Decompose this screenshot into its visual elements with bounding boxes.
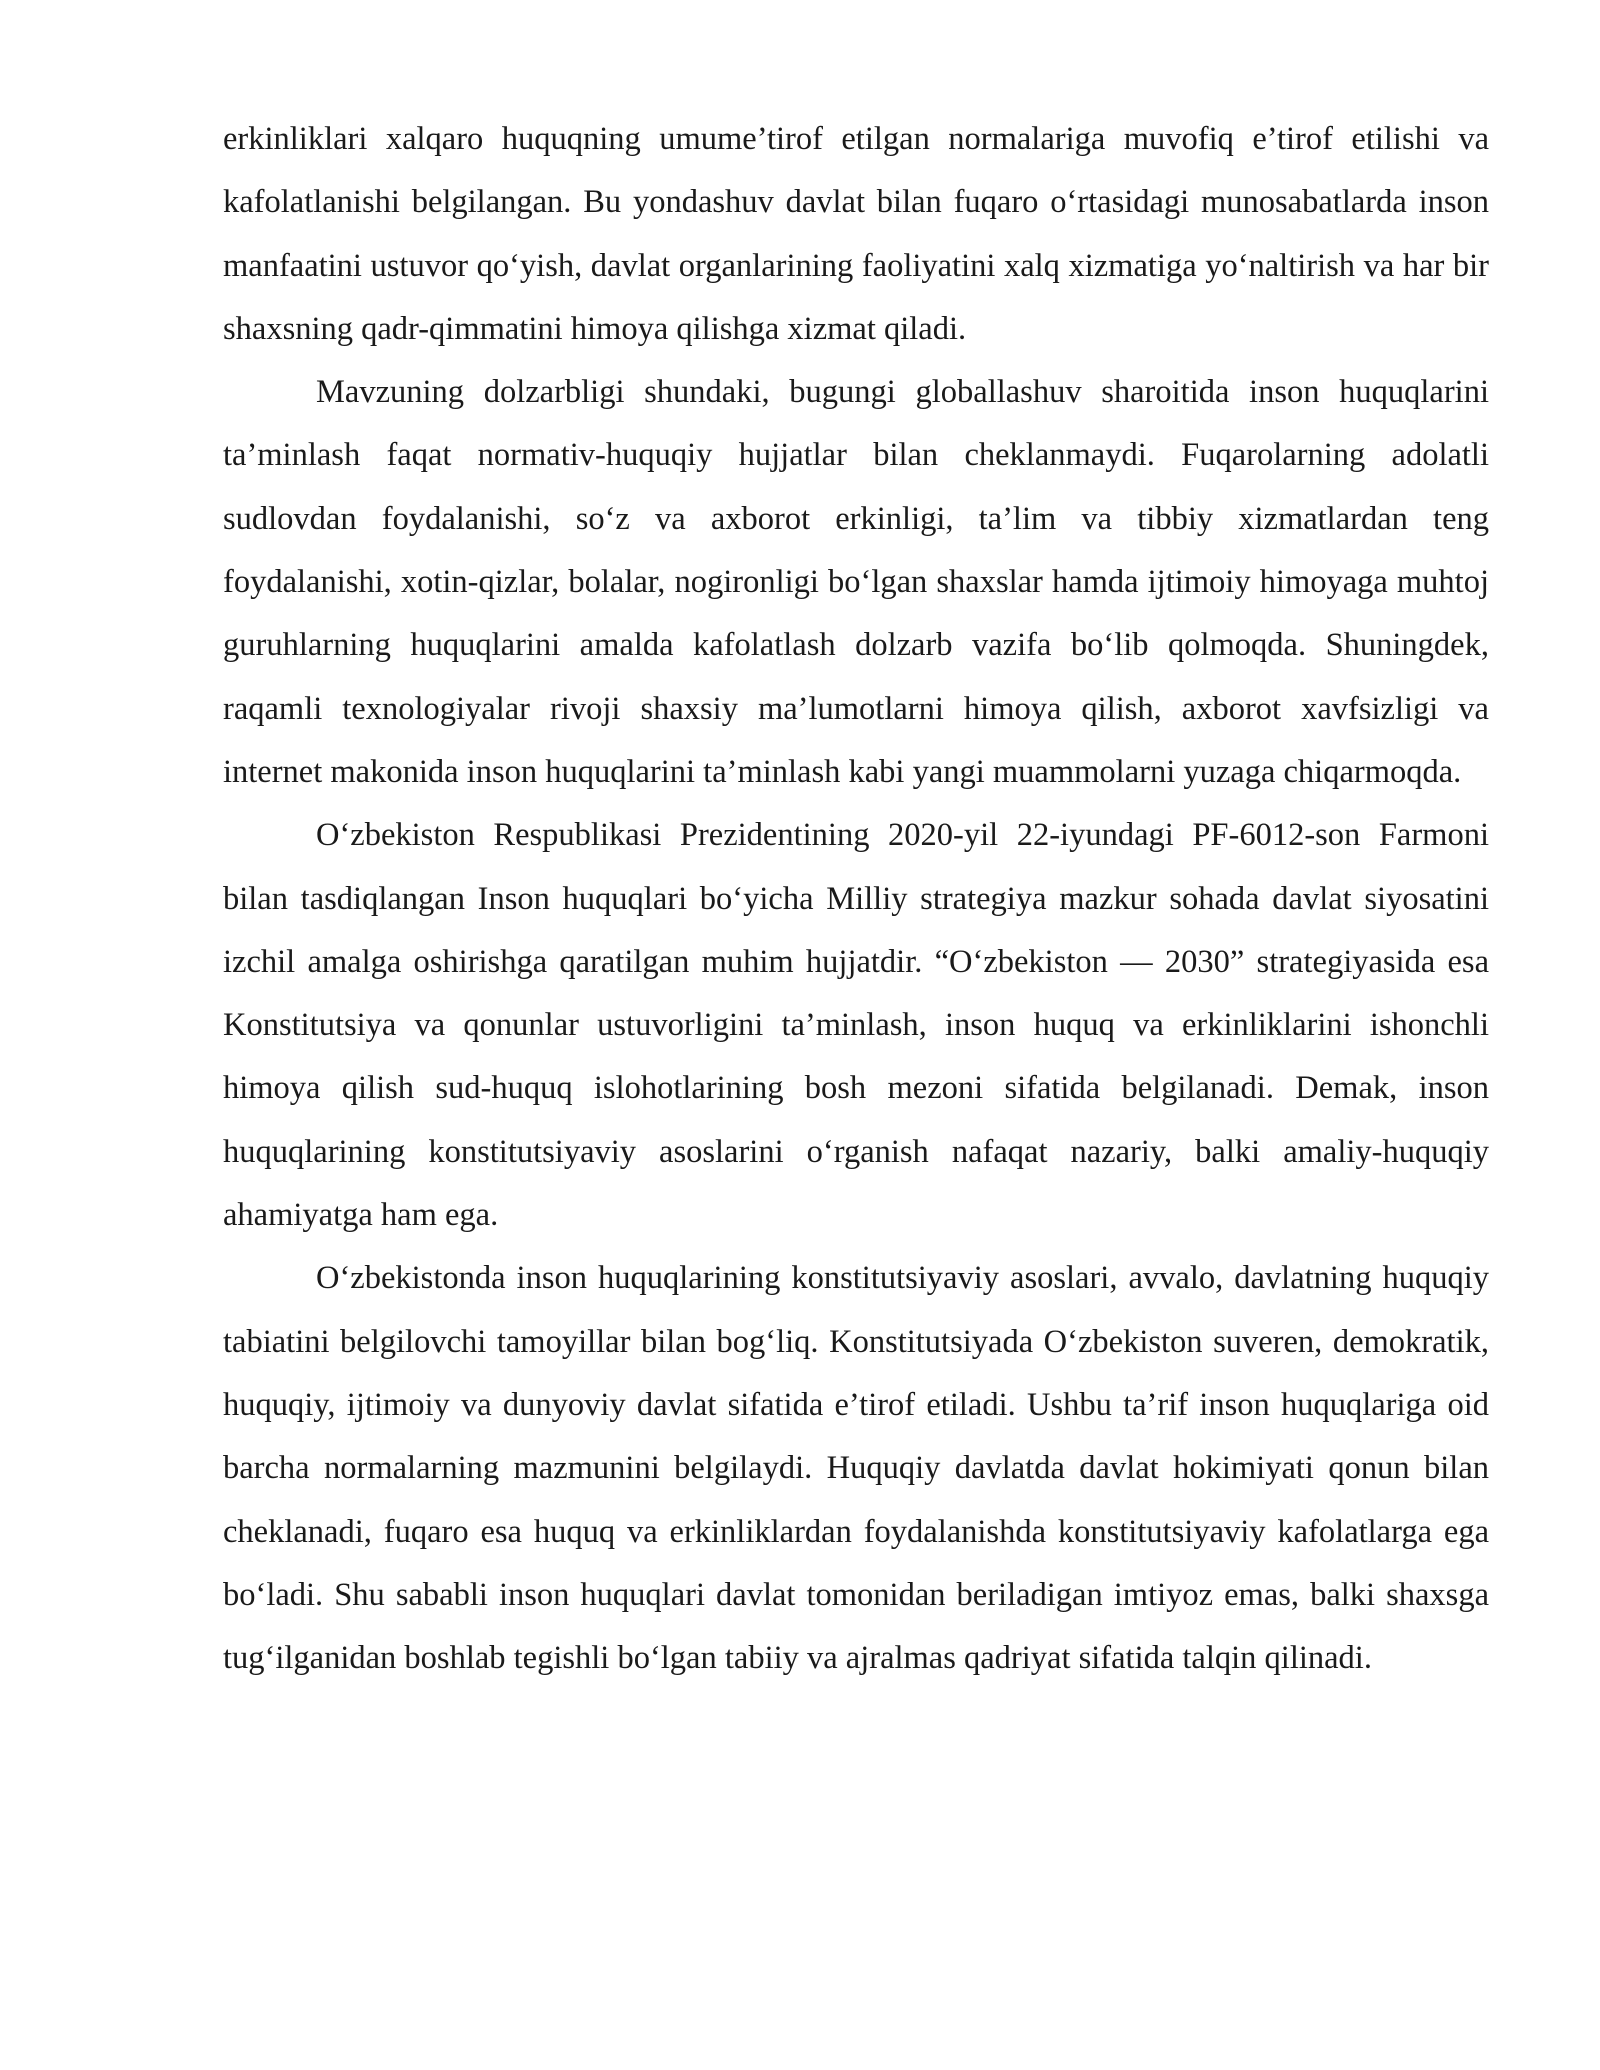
paragraph-national-strategy: O‘zbekiston Respublikasi Prezidentining 2020-yil 22-iyundagi PF-6012-son Farmoni bilan tasdiqlangan Inson huquqlari bo‘yicha Milliy strategiya mazkur sohada davlat siyosatini izchil amalga oshirishga qaratilgan muhim hujjatdir. “O‘zbekiston — 2030” strategiyasida esa Konstitutsiya va qonunlar ustuvorligini ta’minlash, inson huquq va erkinliklarini ishonchli himoya qilish sud-huquq islohotlarining bosh mezoni sifatida belgilanadi. Demak, inson huquqlarining konstitutsiyaviy asoslarini o‘rganish nafaqat nazariy, balki amaliy-huquqiy ahamiyatga ham ega. xyxy=(223,817,1489,1234)
document-page xyxy=(223,108,1489,1690)
paragraph-relevance: Mavzuning dolzarbligi shundaki, bugungi globallashuv sharoitida inson huquqlarini ta’minlash faqat normativ-huquqiy hujjatlar bilan cheklanmaydi. Fuqarolarning adolatli sudlovdan foydalanishi, so‘z va axborot erkinligi, ta’lim va tibbiy xizmatlardan teng foydalanishi, xotin-qizlar, bolalar, nogironligi bo‘lgan shaxslar hamda ijtimoiy himoyaga muhtoj guruhlarning huquqlarini amalda kafolatlash dolzarb vazifa bo‘lib qolmoqda. Shuningdek, raqamli texnologiyalar rivoji shaxsiy ma’lumotlarni himoya qilish, axborot xavfsizligi va internet makonida inson huquqlarini ta’minlash kabi yangi muammolarni yuzaga chiqarmoqda. xyxy=(223,374,1489,790)
paragraph-continuation: erkinliklari xalqaro huquqning umume’tirof etilgan normalariga muvofiq e’tirof etilishi va kafolatlanishi belgilangan. Bu yondashuv davlat bilan fuqaro o‘rtasidagi munosabatlarda inson manfaatini ustuvor qo‘yish, davlat organlarining faoliyatini xalq xizmatiga yo‘naltirish va har bir shaxsning qadr-qimmatini himoya qilishga xizmat qiladi. xyxy=(223,121,1489,347)
paragraph-constitutional-foundations: O‘zbekistonda inson huquqlarining konstitutsiyaviy asoslari, avvalo, davlatning huquqiy tabiatini belgilovchi tamoyillar bilan bog‘liq. Konstitutsiyada O‘zbekiston suveren, demokratik, huquqiy, ijtimoiy va dunyoviy davlat sifatida e’tirof etiladi. Ushbu ta’rif inson huquqlariga oid barcha normalarning mazmunini belgilaydi. Huquqiy davlatda davlat hokimiyati qonun bilan cheklanadi, fuqaro esa huquq va erkinliklardan foydalanishda konstitutsiyaviy kafolatlarga ega bo‘ladi. Shu sababli inson huquqlari davlat tomonidan beriladigan imtiyoz emas, balki shaxsga tug‘ilganidan boshlab tegishli bo‘lgan tabiiy va ajralmas qadriyat sifatida talqin qilinadi. xyxy=(223,1260,1489,1677)
